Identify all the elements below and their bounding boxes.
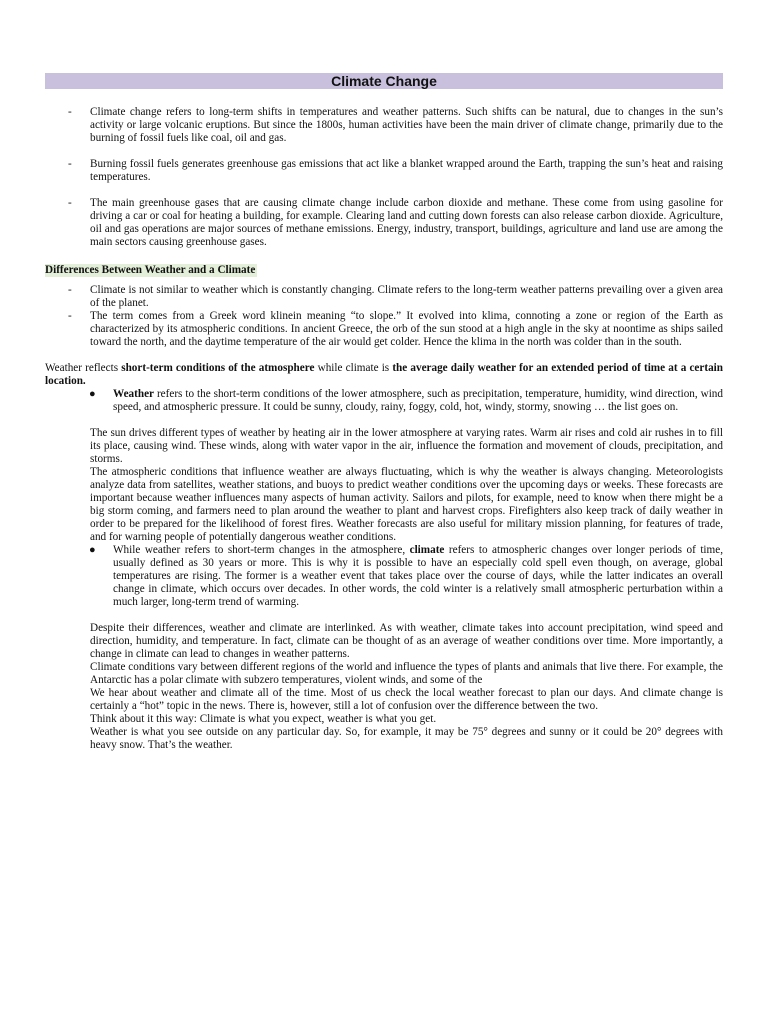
weather-bullet (45, 388, 723, 414)
intro-list (45, 106, 723, 249)
section-heading: Differences Between Weather and a Climate (45, 264, 256, 276)
bold-text: Weather (113, 388, 155, 400)
despite-paragraph: Despite their differences, weather and climate are interlinked. As with weather, climate takes into account precipitation, wind speed and direction, humidity, and temperature. In fact, climate can be thought of as an average of weather conditions over time. More importantly, a change in climate can lead to changes in weather patterns. (90, 622, 723, 660)
sun-paragraph: The sun drives different types of weather by heating air in the lower atmosphere at varying rates. Warm air rises and cold air rushes in to fill its place, causing wind. These winds, along with water vapor in the air, influence the formation and movement of clouds, precipitation, and storms. (90, 427, 723, 465)
text-run: refers to the short-term conditions of the lower atmosphere, such as precipitation, temperature, humidity, wind direction, wind speed, and atmospheric pressure. It could be sunny, cloudy, rainy, foggy, cold, hot, windy, stormy, snowing … the list goes on. (113, 388, 723, 413)
regions-paragraph: Climate conditions vary between different regions of the world and influence the types of plants and animals that live there. For example, the Antarctic has a polar climate with subzero temperatures, violent winds, and some of the (90, 661, 723, 686)
title-banner (45, 73, 723, 89)
document-body (45, 106, 723, 752)
text-run: While weather refers to short-term changes in the atmosphere, (113, 544, 410, 556)
list-item: - Climate is not similar to weather which is constantly changing. Climate refers to the long-term weather patterns prevailing over a given area of the planet. (45, 284, 723, 310)
text-run: Weather reflects (45, 362, 122, 374)
text-run: refers to atmospheric changes over longer periods of time, usually defined as 30 years or more. This is why it is possible to have an especially cold spell even though, on average, global temperatures are rising. The former is a weather event that takes place over the course of days, while the latter indicates an overall change in climate, which occurs over decades. In other words, the cold winter is a relatively small atmospheric perturbation within a much larger, long-term trend of warming. (113, 544, 723, 608)
bold-text: short-term conditions of the atmosphere (121, 362, 315, 374)
bold-text: the average daily weather for an extended period of time at a certain location. (45, 362, 723, 387)
bullet-icon: ● (89, 544, 96, 556)
think-paragraph: Think about it this way: Climate is what you expect, weather is what you get. (90, 713, 437, 725)
list-item: - The main greenhouse gases that are causing climate change include carbon dioxide and methane. These come from using gasoline for driving a car or coal for heating a building, for example. Clearing land and cutting down forests can also release carbon dioxide. Agriculture, oil and gas operations are major sources of methane emissions. Energy, industry, transport, buildings, agriculture and land use are among the main sectors causing greenhouse gases. (45, 197, 723, 249)
list-item: - The term comes from a Greek word klinein meaning “to slope.” It evolved into klima, connoting a zone or region of the Earth as characterized by its atmospheric conditions. In ancient Greece, the orb of the sun stood at a high angle in the sky at noontime as ships sailed toward the north, and the daytime temperature of the air would get colder. Hence the klima in the north was colder than in the south. (45, 310, 723, 349)
list-item: - Climate change refers to long-term shifts in temperatures and weather patterns. Such shifts can be natural, due to changes in the sun’s activity or large volcanic eruptions. But since the 1800s, human activities have been the main driver of climate change, primarily due to the burning of fossil fuels like coal, oil and gas. (45, 106, 723, 145)
page-title: Climate Change (328, 73, 440, 89)
hear-paragraph: We hear about weather and climate all of the time. Most of us check the local weather forecast to plan our days. And climate change is certainly a “hot” topic in the news. There is, however, still a lot of confusion over the difference between the two. (90, 687, 723, 712)
bold-text: climate (409, 544, 445, 556)
climate-bullet (45, 544, 723, 609)
weather-reflects-paragraph (45, 362, 723, 388)
text-run: while climate is (314, 362, 393, 374)
outside-paragraph: Weather is what you see outside on any particular day. So, for example, it may be 75° degrees and sunny or it could be 20° degrees with heavy snow. That’s the weather. (90, 726, 723, 751)
atmospheric-paragraph: The atmospheric conditions that influence weather are always fluctuating, which is why the weather is always changing. Meteorologists analyze data from satellites, weather stations, and buoys to predict weather conditions over the upcoming days or weeks. These forecasts are important because weather influences many aspects of human activity. Sailors and pilots, for example, need to know when there might be a big storm coming, and farmers need to plan around the weather to plant and harvest crops. Firefighters also keep track of daily weather in order to be prepared for the likelihood of forest fires. Weather forecasts are also useful for military mission planning, for features of trade, and for warning people of potentially dangerous weather conditions. (90, 466, 723, 543)
difference-list (45, 284, 723, 349)
list-item: - Burning fossil fuels generates greenhouse gas emissions that act like a blanket wrapped around the Earth, trapping the sun’s heat and raising temperatures. (45, 158, 723, 184)
bullet-icon: ● (89, 388, 96, 400)
